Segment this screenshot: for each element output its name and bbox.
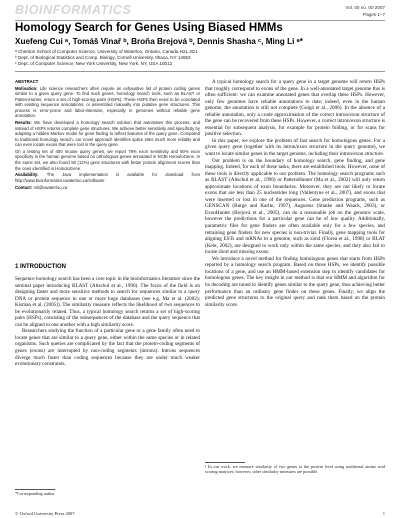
motivation-text: Life science researchers often require an exhaustive list of protein coding genes similar to a given query gene. To find such genes, homology search tools, such as BLAST or PatternHunter, return a set of high-scoring pairs (HSPs). These HSPs then need to be correlated with existing sequence annotations, or assembled manually into putative gene structures. This process is error-prone and labor-intensive, especially in genomes without reliable gene annotation.: [15, 85, 200, 119]
intro-right-column: [205, 79, 385, 308]
affiliation-a: ᵃ Cheriton School of Computer Science, University of Waterloo, Ontario, Canada N2L 3G1: [15, 49, 198, 54]
abstract-motivation: [15, 86, 200, 119]
page-number: 1: [382, 511, 385, 516]
availability-label: Availability:: [15, 172, 39, 178]
intro-paragraph: We introduce a novel method for finding homologous genes that starts from HSPs reported by a homology search program. Based on those HSPs, we identify possible locations of a gene, and use an HMM-based extension step to identify candidates for homologous genes. The key insight in our method is that our HMM and algorithm for its decoding are tuned to identify genes similar to the query gene, thus achieving better performance than an ordinary gene finder on these genes. Finally, we align the predicted gene structures to the original query and rank them based on the protein similarity score.: [205, 255, 385, 308]
abstract-results: [15, 120, 200, 148]
volume-info: [345, 4, 385, 18]
footnote-rule-left: [15, 489, 55, 490]
volume-label: Vol. 00 no. 00 2007: [345, 5, 385, 10]
header-rule: [15, 20, 385, 21]
intro-paragraph: Sequence homology search has been a core topic in the bioinformatics literature since the seminal paper introducing BLAST (Altschul et al., 1990). The focus of the field is on designing faster and more sensitive methods to search for sequences similar to a query DNA or protein sequence in one or more huge databases (see e.g. Ma et al. (2002); Kisman et al. (2005)). The similarity measure reflects the likelihood of two sequences to be evolutionarily related. Thus, a typical homology search returns a set of high-scoring pairs (HSPs), consisting of the subsequences of the database and the query sequence that can be aligned to one another with a high similarity score.: [15, 276, 200, 328]
intro-paragraph: Our problem is on the boundary of homology search, gene finding, and gene mapping. Indeed, for each of these tasks, there are established tools. However, none of these tools is directly applicable to our problem. The homology search programs such as BLAST (Altschul et al., 1990) or PatternHunter (Ma et al., 2002) will only return approximate locations of exon boundaries. Moreover, they are not likely to locate exons that are less than 25 nucleotides long (Vallentyne et al., 2007), and exons that were inserted or lost in one of the sequences. Gene prediction programs, such as GENSCAN (Burge and Karlin, 1997), Augustus (Stanke and Waack, 2003), or ExonHunter (Brejová et al., 2005), can do a reasonable job on the genomic scale, however the predictions for a particular gene can be of low quality. Additionally, parametric files for gene finders are often available only for a few species, and retraining gene finders for new species is non-trivial. Finally, gene mapping tools for aligning ESTs and mRNAs to a genome, such as sim4 (Florea et al., 1998) or BLAT (Kent, 2002), are designed to work only within the same species, and they also fail to locate short and missing exons.: [205, 157, 385, 256]
abstract-heading: ABSTRACT: [15, 79, 39, 84]
contact-email[interactable]: mli@uwaterloo.ca: [33, 184, 68, 190]
contact-label: Contact:: [15, 184, 33, 190]
affiliation-c: ᶜ Dept. of Computer Science, New York University, New York, NY, USA 10012: [15, 61, 173, 67]
abstract-contact: [15, 185, 200, 191]
intro-paragraph: A typical homology search for a query gene in a target genome will return HSPs that roughly correspond to exons of the gene. In a well-annotated target genome this is often sufficient: we can examine annotated genes that overlap these HSPs. However, only few genomes have reliable annotations to date; indeed, even in the human genome, the annotation is still not complete (Guigó et al., 2006). In the absence of a reliable annotation, only a crude approximation of the correct intron/exon structure of the gene can be recovered from these HSPs. However, a correct intron/exon structure is essential for subsequent analysis, for example for protein folding, or for scans for positive selection.: [205, 79, 385, 138]
abstract-rule: [15, 71, 385, 72]
abstract-availability: [15, 172, 200, 183]
pages-label: Pages 1–7: [363, 12, 385, 17]
intro-paragraph: In this paper, we explore the problem of fast search for homologous genes. For a given query gene (together with its intron/exon structure in the query genome), we want to locate similar genes in the target genome, including their intron/exon structure.: [205, 137, 385, 158]
affiliation-b: ᵇ Dept. of Biological Statistics and Comp. Biology, Cornell University, Ithaca, NY 14853: [15, 55, 191, 61]
motivation-label: Motivation:: [15, 85, 38, 91]
journal-name: BIOINFORMATICS: [15, 3, 132, 17]
footnote-corresponding-author: *Corresponding author: [15, 491, 55, 496]
footnote-rule-right: [205, 462, 245, 463]
section-heading-introduction: 1 INTRODUCTION: [15, 264, 66, 270]
results-label: Results:: [15, 120, 32, 126]
footnote-similarity: ¹ In our work, we measure similarity of two genes at the protein level using traditional amino acid scoring matrices; however, other similarity measures are possible.: [205, 464, 385, 475]
intro-left-column: [15, 276, 200, 368]
intro-paragraph: Researchers studying the function of a particular gene or a gene family often need to locate genes that are similar to a query gene, either within the same species or in related organisms. Such queries are complicated by the fact that the protein-coding segments of genes (exons) are interrupted by non-coding segments (introns). Introns sequences diverge much faster than coding sequences because they are under much weaker evolutionary constraints.: [15, 328, 200, 368]
abstract-results-2: On a testing set of 400 mouse query genes, we report 79% exon sensitivity and 80% exon specificity in the human genome based on orthologous genes annotated in NCBI HomoloGene. In the same set, we also found 50 (12%) gene structures with better protein alignment scores than the ones identified in HomoloGene.: [15, 148, 200, 171]
abstract: [15, 79, 200, 191]
paper-title: Homology Search for Genes Using Biased HMMs: [15, 22, 283, 34]
availability-text[interactable]: The Java implementation is available for download from http://www.bioinformatics.uwaterloo.ca/software: [15, 172, 201, 183]
results-text: We have developed a homology search solution that automates this process, and instead of HSPs returns complete gene structures. We achieve better sensitivity and specificity by adapting a hidden Markov model for gene finding to reflect features of the query gene. Compared to traditional homology search, our novel approach identifies splice sites much more reliably and can even locate exons that were lost in the query gene.: [15, 120, 201, 148]
affiliations: [15, 49, 198, 68]
author-list: Xuefeng Cui ᵃ, Tomáš Vinař ᵇ, Broňa Brejová ᵇ, Dennis Shasha ᶜ, Ming Li ᵃ*: [15, 37, 303, 46]
copyright-notice: © Oxford University Press 2007: [15, 511, 75, 516]
